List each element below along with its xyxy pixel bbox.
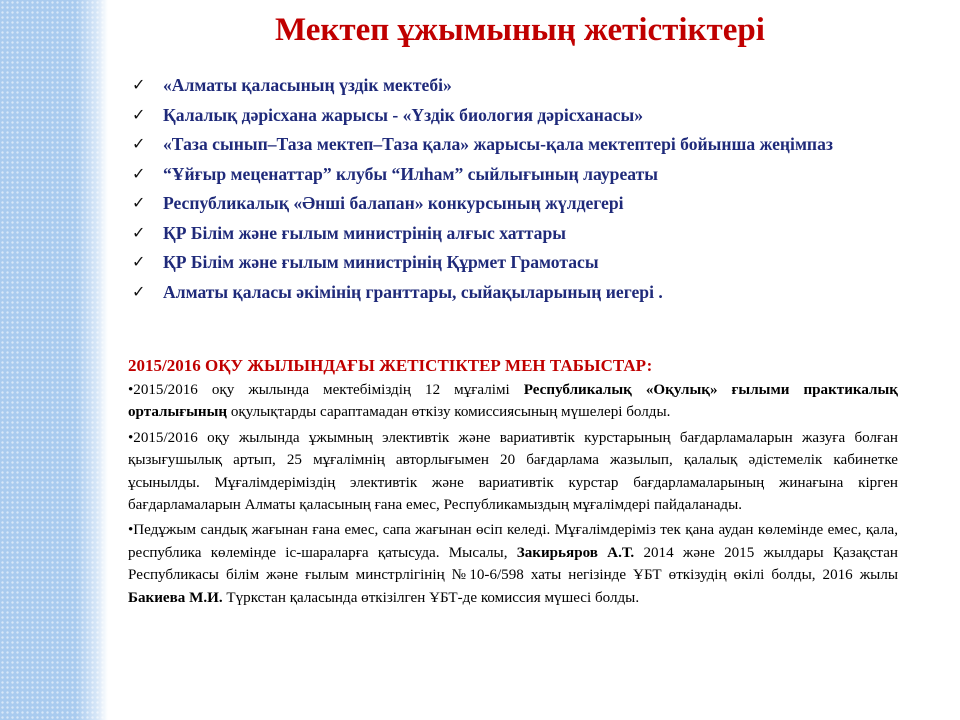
list-item <box>130 73 927 97</box>
list-item <box>130 250 927 274</box>
paragraph-text: 2014 және 2015 жылдары Қазақстан Республикасы білім және ғылым минстрлігінің №10-6/598 хаты негізінде ҰБТ өткізудің өкілі болды, 2016 жылы <box>128 544 898 584</box>
achievement-text: ҚР Білім және ғылым министрінің алғыс хаттары <box>163 222 566 243</box>
paragraph-text: оқулықтарды сараптамадан өткізу комиссиясының мүшелері болды. <box>227 404 671 421</box>
list-item <box>130 162 927 186</box>
achievement-text: ҚР Білім және ғылым министрінің Құрмет Грамотасы <box>163 252 599 272</box>
list-item <box>130 103 927 127</box>
achievement-text: Қалалық дәрісхана жарысы - «Үздік биология дәрісханасы» <box>163 104 643 125</box>
achievement-text: «Алматы қаласының үздік мектебі» <box>163 75 452 95</box>
checkmark-icon: ✓ <box>132 75 146 94</box>
list-item <box>130 280 927 304</box>
person-name: Закирьяров А.Т. <box>516 544 635 561</box>
paragraph-textbook-commission <box>128 379 898 424</box>
checkmark-icon: ✓ <box>132 252 146 271</box>
achievement-text: Республикалық «Әнші балапан» конкурсының жүлдегері <box>163 193 624 213</box>
checkmark-icon: ✓ <box>132 104 146 124</box>
checkmark-icon: ✓ <box>132 193 146 212</box>
list-item <box>130 132 927 156</box>
achievement-text: «Таза сынып–Таза мектеп–Таза қала» жарысы-қала мектептері бойынша жеңімпаз <box>163 134 833 154</box>
list-item <box>130 221 927 245</box>
checkmark-icon: ✓ <box>132 163 146 183</box>
center-name: Республикалық «Оқулық» ғылыми практикалық орталығының <box>128 382 898 421</box>
list-item <box>130 191 927 215</box>
achievement-text: Алматы қаласы әкімінің гранттары, сыйақыларының иегері . <box>163 281 663 302</box>
checkmark-icon: ✓ <box>132 222 146 242</box>
paragraph-text: •2015/2016 оқу жылында мектебіміздің 12 мұғалімі <box>128 382 524 398</box>
paragraph-elective-courses: •2015/2016 оқу жылында ұжымның элективтік және вариативтік курстарының бағдарламаларын жазуға болған қызығушылық артып, 25 мұғалімнің авторлығымен 20 бағдарлама жазылып, қалалық әдістемелік кабинетке ұсынылды. Мұғалімдеріміздің элективтік және вариативтік курстар бағдарламаларының жинағына кірген бағдарламаларын Алматы қаласының ғана емес, Республикамыздың мұғалімдері пайдаланады. <box>128 429 898 514</box>
achievements-list <box>130 73 927 309</box>
page-title: Мектеп ұжымының жетістіктері <box>275 12 765 48</box>
decorative-side-bar <box>0 0 108 720</box>
paragraph-text: •Педұжым сандық жағынан ғана емес, сапа жағынан өсіп келеді. Мұғалімдеріміз тек қана аудан көлемінде емес, қала, республика көлемінде іс-шараларға қатысуда. Мысалы, <box>128 522 898 561</box>
paragraph-text: Түркстан қаласында өткізілген ҰБТ-де комиссия мүшесі болды. <box>222 589 640 606</box>
paragraph-staff-growth <box>128 519 898 609</box>
section-heading: 2015/2016 ОҚУ ЖЫЛЫНДАҒЫ ЖЕТІСТІКТЕР МЕН ТАБЫСТАР: <box>128 356 653 375</box>
checkmark-icon: ✓ <box>132 281 146 301</box>
checkmark-icon: ✓ <box>132 134 146 153</box>
person-name: Бакиева М.И. <box>128 589 223 606</box>
achievements-2015-2016-section <box>128 355 898 612</box>
achievement-text: “Ұйғыр меценаттар” клубы “Илһам” сыйлығының лауреаты <box>163 163 658 184</box>
